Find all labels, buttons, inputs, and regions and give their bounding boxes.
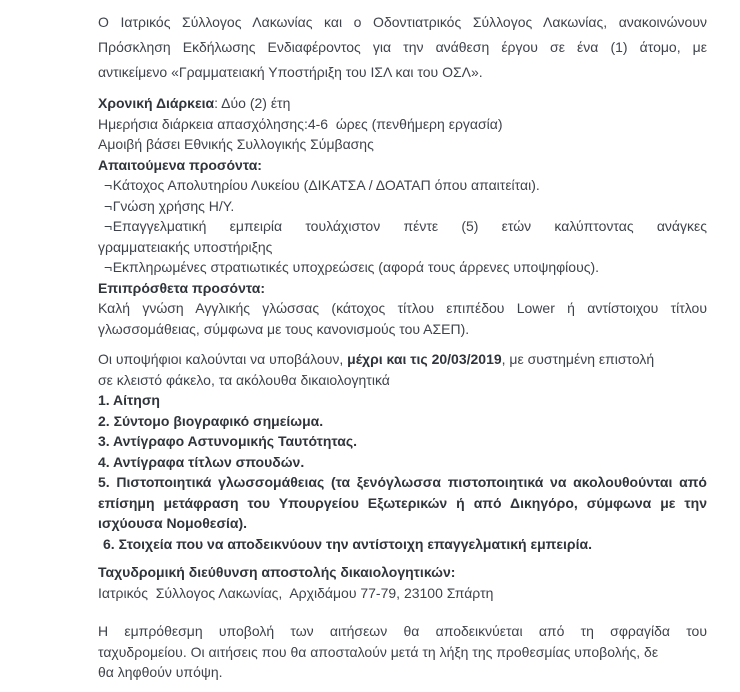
closing-paragraph — [98, 621, 707, 683]
closing-line-3: θα ληφθούν υπόψη. — [98, 664, 223, 680]
submission-line-2: σε κλειστό φάκελο, τα ακόλουθα δικαιολογητικά — [98, 371, 390, 388]
postal-section — [98, 562, 707, 603]
spacer — [98, 339, 707, 349]
terms-section — [98, 93, 707, 155]
required-item-4 — [98, 257, 707, 278]
not-sign-bullet-icon: ¬ — [104, 177, 113, 193]
spacer — [98, 603, 707, 621]
intro-line-2: Πρόσκληση Εκδήλωσης Ενδιαφέροντος για την ανάθεση έργου σε ένα (1) άτομο, με — [98, 39, 707, 55]
duration-line — [98, 93, 707, 114]
doc-item-3: 3. Αντίγραφο Αστυνομικής Ταυτότητας. — [98, 433, 358, 449]
submission-line-1-pre: Οι υποψήφιοι καλούνται να υποβάλουν, — [98, 351, 348, 367]
daily-hours-line: Ημερήσια διάρκεια απασχόλησης:4-6 ώρες (πενθήμερη εργασία) — [98, 115, 503, 132]
doc-item-4: 4. Αντίγραφα τίτλων σπουδών. — [98, 453, 305, 470]
intro-paragraph — [98, 10, 707, 85]
pay-line: Αμοιβή βάσει Εθνικής Συλλογικής Σύμβασης — [98, 136, 374, 152]
postal-heading: Ταχυδρομική διεύθυνση αποστολής δικαιολογητικών: — [98, 564, 456, 580]
not-sign-bullet-icon: ¬ — [104, 197, 113, 214]
doc-item-5-line-1: 5. Πιστοποιητικά γλωσσομάθειας (τα ξενόγλωσσα πιστοποιητικά να ακολουθούνται από — [98, 474, 707, 490]
closing-line-1: Η εμπρόθεσμη υποβολή των αιτήσεων θα αποδεικνύεται από τη σφραγίδα του — [98, 623, 707, 639]
required-item-4-text: Εκπληρωμένες στρατιωτικές υποχρεώσεις (αφορά τους άρρενες υποψηφίους). — [112, 259, 600, 275]
required-item-3-text: Επαγγελματική εμπειρία τουλάχιστον πέντε (5) ετών καλύπτοντας ανάγκες — [112, 218, 707, 234]
spacer — [98, 554, 707, 562]
required-item-2 — [98, 196, 707, 217]
not-sign-bullet-icon: ¬ — [104, 259, 113, 275]
doc-item-2: 2. Σύντομο βιογραφικό σημείωμα. — [98, 412, 324, 429]
required-heading: Απαιτούμενα προσόντα: — [98, 156, 262, 173]
doc-item-1: 1. Αίτηση — [98, 392, 160, 408]
required-item-1-text: Κάτοχος Απολυτηρίου Λυκείου (ΔΙΚΑΤΣΑ / ΔΟΑΤΑΠ όπου απαιτείται). — [112, 177, 540, 193]
duration-label: Χρονική Διάρκεια — [98, 95, 215, 111]
duration-value: : Δύο (2) έτη — [214, 95, 291, 111]
not-sign-bullet-icon: ¬ — [104, 218, 113, 234]
spacer — [98, 85, 707, 93]
required-item-1 — [98, 175, 707, 196]
doc-item-5-line-2: επίσημη μετάφραση του Υπουργείου Εξωτερικών ή από Δικηγόρο, σύμφωνα με την — [98, 494, 707, 511]
submission-line-1-post: , με συστημένη επιστολή — [501, 351, 655, 367]
intro-line-1: Ο Ιατρικός Σύλλογος Λακωνίας και ο Οδοντιατρικός Σύλλογος Λακωνίας, ανακοινώνουν — [98, 14, 707, 30]
required-section — [98, 155, 707, 278]
required-item-3-line-1 — [98, 216, 707, 237]
doc-item-5-line-3: ισχύουσα Νομοθεσία). — [98, 515, 248, 531]
intro-line-3: αντικείμενο «Γραμματειακή Υποστήριξη του ΙΣΛ και του ΟΣΛ». — [98, 64, 483, 80]
submission-section — [98, 349, 707, 554]
postal-address: Ιατρικός Σύλλογος Λακωνίας, Αρχιδάμου 77-79, 23100 Σπάρτη — [98, 584, 494, 601]
additional-heading: Επιπρόσθετα προσόντα: — [98, 279, 265, 296]
additional-line-1: Καλή γνώση Αγγλικής γλώσσας (κάτοχος τίτλου επιπέδου Lower ή αντίστοιχου τίτλου — [98, 300, 707, 316]
submission-deadline: μέχρι και τις 20/03/2019 — [347, 351, 502, 367]
additional-line-2: γλωσσομάθειας, σύμφωνα με τους κανονισμούς του ΑΣΕΠ). — [98, 320, 470, 337]
doc-item-6: 6. Στοιχεία που να αποδεικνύουν την αντίστοιχη επαγγελματική εμπειρία. — [103, 535, 592, 552]
closing-line-2: ταχυδρομείου. Οι αιτήσεις που θα αποσταλούν μετά τη λήξη της προθεσμίας υποβολής, δε — [98, 643, 659, 660]
additional-section — [98, 278, 707, 340]
required-item-2-text: Γνώση χρήσης Η/Υ. — [112, 197, 235, 214]
submission-line-1 — [98, 349, 707, 370]
required-item-3-line-2: γραμματειακής υποστήριξης — [98, 238, 273, 255]
